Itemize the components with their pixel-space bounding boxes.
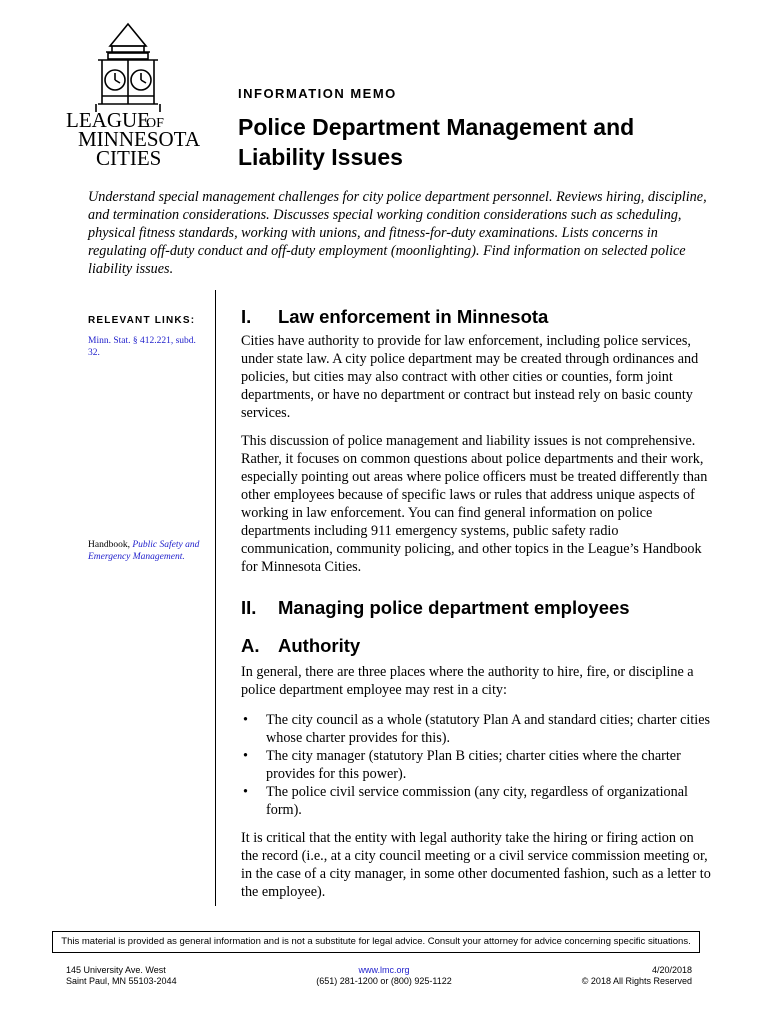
paragraph-1: Cities have authority to provide for law enforcement, including police services, under state law. A city police department may be created through ordinances and policies, but cities may also contract with other cities or counties, form joint departments, or have no department or contract but instead rely on basic county services. [241, 333, 699, 421]
subsection-heading-a [241, 635, 360, 657]
footer-contact [284, 965, 484, 987]
address-line-2: Saint Paul, MN 55103-2044 [66, 976, 177, 986]
relevant-links-heading: RELEVANT LINKS: [88, 315, 196, 326]
clock-tower-icon [96, 24, 160, 112]
section-title: Law enforcement in Minnesota [278, 306, 549, 327]
authority-list [241, 711, 711, 819]
handbook-prefix: Handbook, [88, 540, 133, 550]
memo-label: INFORMATION MEMO [238, 86, 397, 101]
league-logo [58, 20, 218, 170]
subsection-title: Authority [278, 635, 361, 656]
list-item: • The city council as a whole (statutory Plan A and standard cities; charter cities whose charter provides for this). [241, 711, 711, 747]
subsection-letter: A. [241, 635, 260, 656]
phone-numbers: (651) 281-1200 or (800) 925-1122 [316, 976, 452, 986]
logo-text-of: OF [146, 116, 164, 131]
handbook-reference [88, 539, 213, 563]
footer-address [66, 965, 177, 987]
paragraph-2: This discussion of police management and liability issues is not comprehensive. Rather, it focuses on common questions about police departments and their work, especially pointing out areas where police officers must be treated differently than other employees because of specific laws or rules that address unique aspects of working in law enforcement. You can find general information on police departments including 911 emergency systems, public safety radio communication, community policing, and other topics in the League’s Handbook for Minnesota Cities. [241, 433, 708, 575]
copyright: © 2018 All Rights Reserved [581, 976, 692, 986]
title-line-2: Liability Issues [238, 144, 403, 170]
section-title: Managing police department employees [278, 597, 630, 618]
section-heading-1 [241, 306, 548, 328]
list-item: • The city manager (statutory Plan B cities; charter cities where the charter provides for this power). [241, 747, 711, 783]
address-line-1: 145 University Ave. West [66, 965, 166, 975]
title-line-1: Police Department Management and [238, 114, 635, 140]
column-divider [215, 290, 216, 906]
list-item: • The police civil service commission (any city, regardless of organizational form). [241, 783, 711, 819]
page-title [238, 112, 708, 172]
logo-text-league: LEAGUE [66, 108, 150, 132]
section-number: I. [241, 306, 252, 327]
paragraph-3: In general, there are three places where the authority to hire, fire, or discipline a police department employee may rest in a city: [241, 664, 694, 698]
logo-text-minnesota: MINNESOTA [78, 127, 200, 151]
document-date: 4/20/2018 [651, 965, 692, 975]
paragraph-4: It is critical that the entity with legal authority take the hiring or firing action on the record (i.e., at a city council meeting or a civil service commission meeting or, in the case of a city manager, in some other documented fashion, such as a letter to the employee). [241, 830, 711, 900]
footer-date-copyright [500, 965, 692, 987]
section-number: II. [241, 597, 257, 618]
handbook-link[interactable]: Public Safety and Emergency Management. [88, 540, 200, 562]
statute-link[interactable]: Minn. Stat. § 412.221, subd. 32. [88, 336, 196, 358]
memo-summary: Understand special management challenges for city police department personnel. Reviews hiring, discipline, and termination considerations. Discusses special working condition considerations such as scheduling, physical fitness standards, working with unions, and fitness-for-duty examinations. Lists concerns in regulating off-duty conduct and off-duty employment (moonlighting). Find information on selected police liability issues. [88, 189, 707, 277]
logo-text-cities: CITIES [96, 146, 162, 170]
section-heading-2 [241, 597, 630, 619]
website-link[interactable]: www.lmc.org [358, 965, 410, 975]
legal-disclaimer: This material is provided as general information and is not a substitute for legal advice. Consult your attorney for advice concerning specific situations. [52, 931, 700, 953]
